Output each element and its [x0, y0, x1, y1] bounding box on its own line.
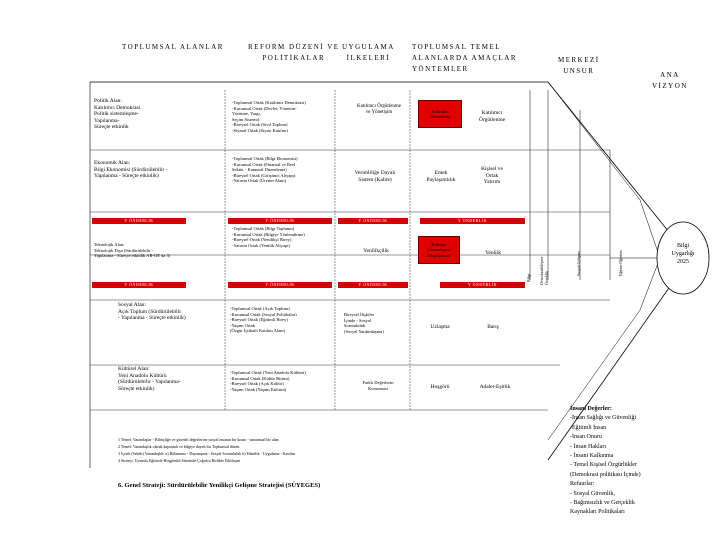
row-ekonomik-principle: Verimliliğe Dayalı Sistem (Kalite): [354, 170, 396, 183]
value-item: - Temel Kişisel Özgürlükler: [570, 462, 637, 469]
header-ana-vizyon: ANA VİZYON: [652, 71, 688, 90]
vlabel-demokratiklesme: Demokratikleşme Özerklik: [539, 256, 549, 285]
row-teknolojik-policies: -Toplumsal Ortak (Bilgi Toplumu) -Kurumsal Ortak (Bilgiye Yönlendirme) -Bireysel Ortak (Yenilikçi Birey) -Yatırım Ortak (Yenilik Altyapı): [232, 226, 305, 248]
row-ekonomik-goal: Emek Paylaşımlılık: [426, 170, 456, 183]
vlabel-bilgi: Bilgi: [526, 273, 531, 282]
row-politik-left: Politik Alan: Katılımcı Demokrasi Politik sistemleşme- Yapılanma- Süreçte etkinlik: [94, 98, 141, 131]
row-politik-goal: Katılımcı Örgütlenme: [478, 110, 506, 123]
row-ekonomik-left: Ekonomik Alan: Bilgi Ekonomisi (Sürdürülebilir - Yapılanma - Süreçte etkinlik): [94, 160, 168, 180]
row-kulturel-principle: Farklı Değerlerin Korunması: [362, 380, 394, 391]
row-kulturel-left: Kültürel Alan: Yeni Anadolu Kültürü (Sürdürülebilir - Yapılanma- Süreçte etkinlik): [118, 366, 181, 392]
header-reform: REFORM DÜZENİ VE POLİTİKALAR: [248, 43, 340, 62]
value-item: Refaurlar:: [570, 481, 595, 488]
row-politik-red-box: Katılımcı Demokrasi: [418, 100, 462, 128]
value-item: - Bağımsızlık ve Gerçeklik: [570, 500, 635, 507]
row-teknolojik-principle: Yenilikçilik: [363, 248, 389, 254]
row-sosyal-left: Sosyal Alan: Açık Toplum (Sürdürülebilir - Yapılanma - Süreçte etkinlik): [118, 302, 186, 322]
footnote-4: 4 Strateji: Uyumlu Eğitimle Hoşgörülü Sistemde Çoğulcu Birlikte Etkileşim: [118, 458, 241, 463]
row-sosyal-goal: Uzlaşma: [430, 324, 450, 330]
row-ekonomik-policies: -Toplumsal Ortak (Bilgi Ekonomisi) -Kurumsal Ortak (Finansal ve Reel Sektör - Kamusal Düzenleme) -Bireysel Ortak (Girişimci Altyapı) -Yatırım Ortak (Üretim Alanı): [232, 156, 298, 184]
vlabel-sosyal-gelisme: Sosyal Gelişme: [576, 251, 581, 276]
value-item: - İnsan Hakları: [570, 443, 606, 450]
values-box: [570, 405, 715, 518]
row-sosyal-policies: -Toplumsal Ortak (Açık Toplum) -Kurumsal Ortak (Sosyal Politikalar) -Bireysel Ortak (Eğitimli Birey) -Yaşam Ortak (Özgür İçtihatlı Katılım Alanı): [230, 306, 297, 334]
value-item: -İnsan Onuru: [570, 434, 602, 441]
value-item: - İnsani Kalkınma: [570, 453, 614, 460]
row-ekonomik-goal2: Kişisel ve Ortak Yatırım: [481, 166, 503, 186]
value-item: Kaynakları Politikaları: [570, 509, 625, 516]
row-sosyal-goal2: Barış: [487, 324, 499, 330]
footnotes: [118, 436, 528, 464]
row-kulturel-goal2: Adalet-Eşitlik: [479, 384, 511, 390]
row-politik-principle: Katılımcı Örgütlenme ve Yönetişim: [357, 104, 401, 115]
footnote-1: 1 Temel: Vatandaşlar - Bilinçliğe ve güvenli değerlerine sosyal insanın bir kısmı - tanıtımsal bir alan: [118, 437, 279, 442]
row-politik-policies: -Toplumsal Ortak (Katılımcı Demokrasi) -Kurumsal Ortak (Devlet, Yönetim- Yürütme, Yargı, Seçim Sistemi) -Bireysel Ortak (Sivil Toplum) -Siyasal Ortak (Siyasi Katılım): [232, 100, 306, 133]
vision-label: Bilgi Uygarlığı 2025: [671, 243, 695, 265]
band-onderlik-3: Y ÖNDERLİK: [338, 218, 408, 224]
value-item: - Sosyal Güvenlik,: [570, 490, 615, 497]
value-item: (Demokrasi politikası İçinde): [570, 471, 641, 478]
band-onderlik-2: Y ÖNDERLİK: [228, 218, 332, 224]
row-sosyal-principle: Bireysel İlişkiler İçinde - Sosyal Sorumluluk (Sosyal Yardımlaşma): [344, 312, 384, 334]
row-kulturel-goal: Hoşgörü: [430, 384, 450, 390]
value-item: -Eğitimli İnsan: [570, 424, 607, 431]
band-onderlik-6: Y ÖNDERLİK: [228, 282, 332, 288]
row-teknolojik-goal: Yenilik: [485, 250, 501, 256]
header-uygulama: UYGULAMA İLKELERİ: [342, 43, 395, 62]
band-onderlik-8: Y ÖNDERLİK: [440, 282, 525, 288]
header-merkezi: MERKEZİ UNSUR: [558, 56, 600, 75]
header-toplumsal-temel: TOPLUMSAL TEMEL ALANLARDA AMAÇLAR YÖNTEMLER: [412, 43, 518, 73]
values-title: İnsani Değerler:: [570, 406, 612, 412]
footnote-3: 3 İçerik (Sebeb) Vatandaşlık: a) Bölünmez - Dayanışma - Sosyal Sorumluluk b) Etkinlik - Uygulama - Katılım: [118, 451, 295, 456]
band-onderlik-5: Y ÖNDERLİK: [92, 282, 186, 288]
band-onderlik-4: Y ÖNDERLİK: [420, 218, 525, 224]
band-onderlik-7: Y ÖNDERLİK: [338, 282, 408, 288]
row-teknolojik-red-box: Bilimsel Uzmanlaşma (Yapılanma): [418, 236, 460, 264]
row-teknolojik-left: Teknolojik Alan: Teknolojik Dışa (Sürdürülebilir - Yapılanma - Süreçte etkinlik AR-GE da 3): [94, 242, 171, 259]
footnote-2: 2 Temel: Vatandaşlık olarak kapsamlı ve bilgiye dayalı bir Toplumsal düzen: [118, 444, 240, 449]
band-onderlik-1: Y ÖNDERLİK: [92, 218, 186, 224]
value-item: -İnsan Sağlığı ve Güvenliği: [570, 415, 637, 422]
row-kulturel-policies: -Toplumsal Ortak (Yeni Anadolu Kültürü) -Kurumsal Ortak (Kültür Birimi) -Bireysel Ortak (Açık Kültür) -Yaşam Ortak (Yaşam Kültürü): [230, 370, 306, 392]
vlabel-egitim: Eğitim-Öğretim: [618, 250, 623, 276]
general-strategy: 6. Genel Strateji: Sürdürülebilir Yenilikçi Gelişme Stratejisi (SÜYEGES): [118, 482, 321, 489]
header-toplumsal-alanlar: TOPLUMSAL ALANLAR: [122, 43, 224, 51]
